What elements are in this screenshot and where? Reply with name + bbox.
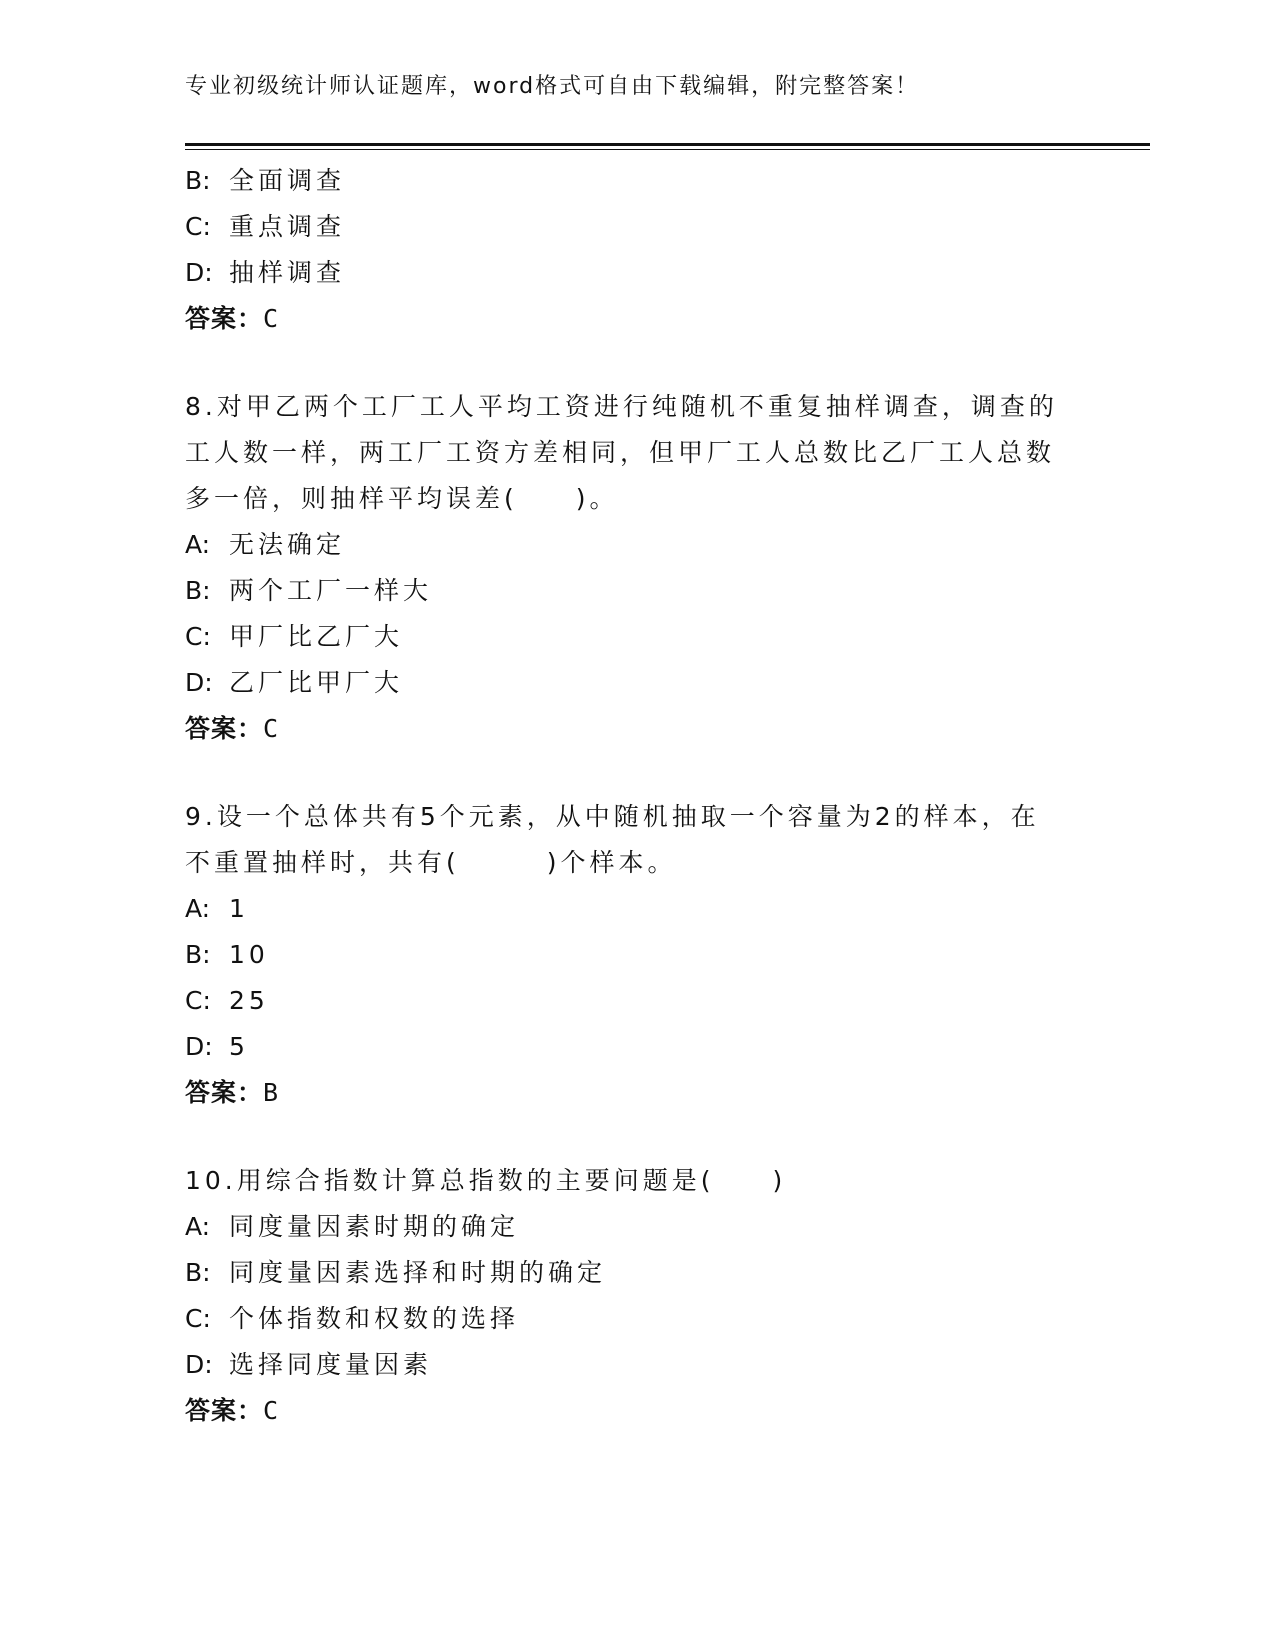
question-list (185, 158, 1085, 1434)
option-text: 5 (229, 1032, 249, 1061)
answer-line (185, 296, 1085, 342)
option-letter: D: (185, 1350, 213, 1379)
option-letter: A: (185, 894, 211, 923)
option-a (185, 522, 1085, 568)
option-b (185, 1250, 1085, 1296)
answer-label: 答案： (185, 304, 264, 333)
question-10 (185, 1158, 1085, 1434)
answer-line (185, 1070, 1085, 1116)
header-divider-thin (185, 149, 1150, 150)
option-text: 同度量因素选择和时期的确定 (229, 1258, 607, 1287)
option-text: 1 (229, 894, 249, 923)
question-9 (185, 794, 1085, 1116)
answer-label: 答案： (185, 1078, 264, 1107)
option-a (185, 886, 1085, 932)
option-text: 全面调查 (229, 166, 346, 195)
stem-line: 10.用综合指数计算总指数的主要问题是( ) (185, 1166, 787, 1195)
option-c (185, 1296, 1085, 1342)
option-d (185, 250, 1085, 296)
option-c (185, 204, 1085, 250)
answer-line (185, 1388, 1085, 1434)
option-letter: B: (185, 166, 211, 195)
question-stem (185, 384, 1085, 522)
option-b (185, 568, 1085, 614)
option-letter: C: (185, 622, 211, 651)
option-c (185, 978, 1085, 1024)
question-stem (185, 794, 1085, 886)
option-text: 两个工厂一样大 (229, 576, 433, 605)
option-b (185, 158, 1085, 204)
option-text: 抽样调查 (229, 258, 346, 287)
answer-label: 答案： (185, 714, 264, 743)
stem-line: 不重置抽样时，共有( )个样本。 (185, 848, 677, 877)
option-letter: C: (185, 1304, 211, 1333)
answer-line (185, 706, 1085, 752)
option-text: 无法确定 (229, 530, 346, 559)
option-letter: D: (185, 668, 213, 697)
question-8 (185, 384, 1085, 752)
option-a (185, 1204, 1085, 1250)
stem-line: 9.设一个总体共有5个元素，从中随机抽取一个容量为2的样本，在 (185, 802, 1040, 831)
option-letter: C: (185, 986, 211, 1015)
option-text: 10 (229, 940, 269, 969)
option-d (185, 1342, 1085, 1388)
stem-line: 8.对甲乙两个工厂工人平均工资进行纯随机不重复抽样调查，调查的 (185, 392, 1058, 421)
question-stem (185, 1158, 1085, 1204)
stem-line: 多一倍，则抽样平均误差( )。 (185, 484, 619, 513)
option-letter: B: (185, 1258, 211, 1287)
option-letter: C: (185, 212, 211, 241)
answer-value: C (263, 304, 280, 333)
answer-value: B (263, 1078, 280, 1107)
option-letter: D: (185, 1032, 213, 1061)
option-letter: D: (185, 258, 213, 287)
question-7-tail (185, 158, 1085, 342)
answer-value: C (263, 1396, 280, 1425)
option-text: 同度量因素时期的确定 (229, 1212, 520, 1241)
option-text: 25 (229, 986, 269, 1015)
option-text: 选择同度量因素 (229, 1350, 433, 1379)
option-letter: B: (185, 940, 211, 969)
page-header: 专业初级统计师认证题库，word格式可自由下载编辑，附完整答案！ (185, 74, 920, 99)
answer-label: 答案： (185, 1396, 264, 1425)
stem-line: 工人数一样，两工厂工资方差相同，但甲厂工人总数比乙厂工人总数 (185, 438, 1056, 467)
option-letter: A: (185, 1212, 211, 1241)
option-letter: B: (185, 576, 211, 605)
option-d (185, 1024, 1085, 1070)
option-text: 重点调查 (229, 212, 346, 241)
option-text: 乙厂比甲厂大 (229, 668, 404, 697)
option-b (185, 932, 1085, 978)
option-d (185, 660, 1085, 706)
answer-value: C (263, 714, 280, 743)
option-letter: A: (185, 530, 211, 559)
option-text: 甲厂比乙厂大 (229, 622, 404, 651)
option-text: 个体指数和权数的选择 (229, 1304, 520, 1333)
header-divider-thick (185, 143, 1150, 146)
option-c (185, 614, 1085, 660)
